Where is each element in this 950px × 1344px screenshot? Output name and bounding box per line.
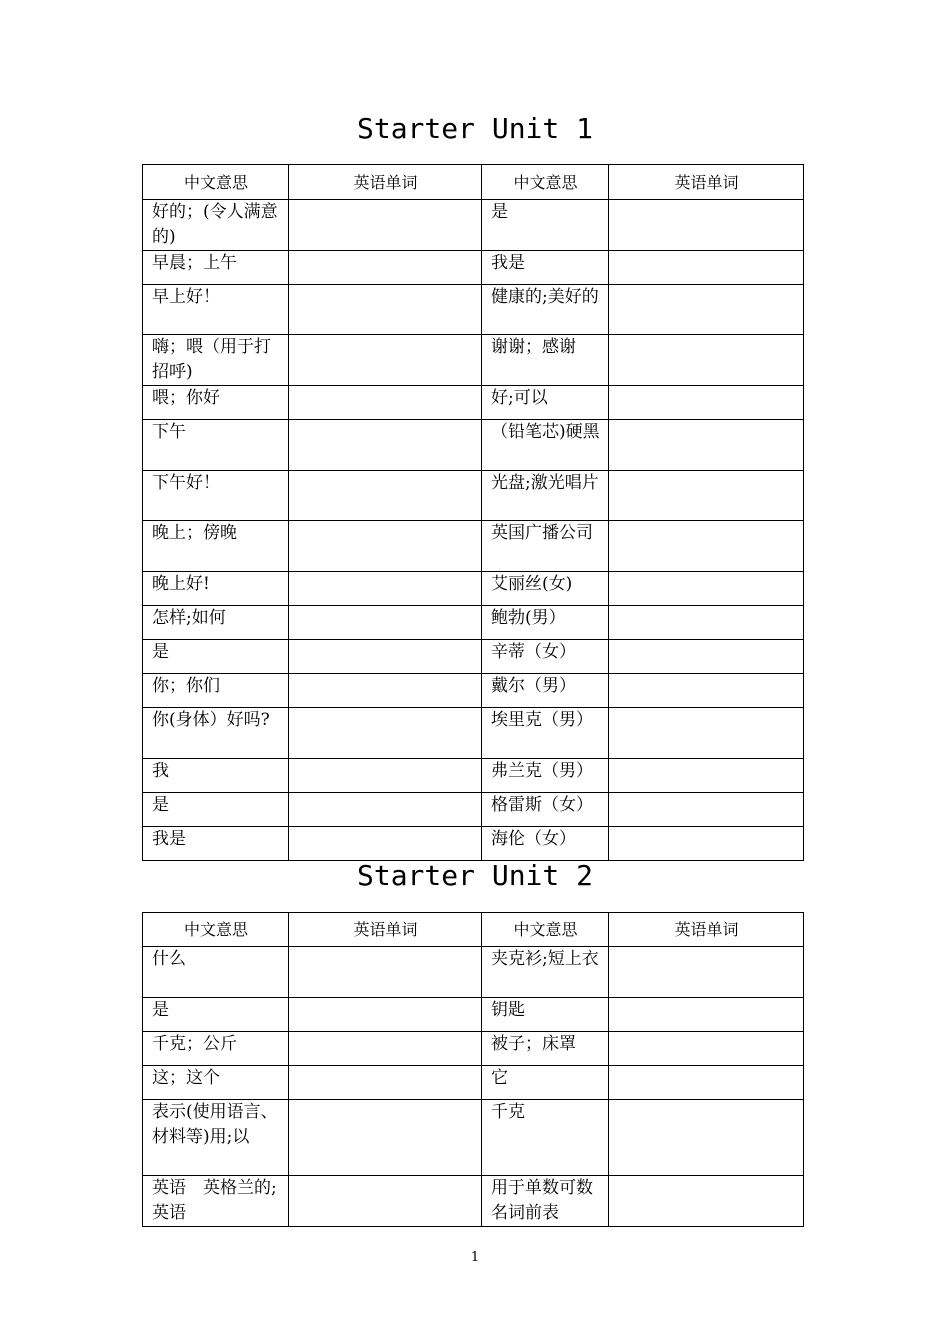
header-english-word: 英语单词 (289, 165, 482, 200)
chinese-cell: 好的；(令人满意的) (143, 200, 289, 251)
english-answer-cell[interactable] (289, 708, 482, 759)
table-row (143, 827, 804, 861)
chinese-cell: 这；这个 (143, 1066, 289, 1100)
english-answer-cell[interactable] (609, 285, 804, 335)
table-row (143, 200, 804, 251)
chinese-cell: 你(身体）好吗? (143, 708, 289, 759)
table-row (143, 285, 804, 335)
chinese-cell: 艾丽丝(女) (482, 572, 609, 606)
english-answer-cell[interactable] (289, 1032, 482, 1066)
chinese-cell: 怎样;如何 (143, 606, 289, 640)
english-answer-cell[interactable] (289, 1176, 482, 1227)
header-english-word: 英语单词 (609, 165, 804, 200)
table-row (143, 1066, 804, 1100)
chinese-cell: 夹克衫;短上衣 (482, 947, 609, 998)
english-answer-cell[interactable] (609, 200, 804, 251)
english-answer-cell[interactable] (289, 251, 482, 285)
english-answer-cell[interactable] (289, 1066, 482, 1100)
english-answer-cell[interactable] (289, 759, 482, 793)
table-row (143, 640, 804, 674)
english-answer-cell[interactable] (289, 200, 482, 251)
english-answer-cell[interactable] (289, 998, 482, 1032)
chinese-cell: 戴尔（男） (482, 674, 609, 708)
english-answer-cell[interactable] (609, 1032, 804, 1066)
chinese-cell: 什么 (143, 947, 289, 998)
table-row (143, 708, 804, 759)
english-answer-cell[interactable] (609, 471, 804, 521)
chinese-cell: 是 (143, 640, 289, 674)
english-answer-cell[interactable] (289, 386, 482, 420)
english-answer-cell[interactable] (289, 640, 482, 674)
chinese-cell: 光盘;激光唱片 (482, 471, 609, 521)
table-row (143, 386, 804, 420)
chinese-cell: 我是 (143, 827, 289, 861)
table-row (143, 1100, 804, 1176)
table-header-row (143, 913, 804, 947)
chinese-cell: 谢谢；感谢 (482, 335, 609, 386)
english-answer-cell[interactable] (289, 827, 482, 861)
chinese-cell: 千克 (482, 1100, 609, 1176)
chinese-cell: 我是 (482, 251, 609, 285)
english-answer-cell[interactable] (289, 420, 482, 471)
chinese-cell: 晚上；傍晚 (143, 521, 289, 572)
english-answer-cell[interactable] (609, 335, 804, 386)
table-header-row (143, 165, 804, 200)
header-chinese-meaning: 中文意思 (482, 165, 609, 200)
table-row (143, 420, 804, 471)
unit-2-title: Starter Unit 2 (356, 859, 593, 892)
chinese-cell: 海伦（女） (482, 827, 609, 861)
header-english-word: 英语单词 (609, 913, 804, 947)
unit-1-vocab-table (142, 164, 804, 861)
english-answer-cell[interactable] (609, 998, 804, 1032)
chinese-cell: 用于单数可数名词前表 (482, 1176, 609, 1227)
chinese-cell: 它 (482, 1066, 609, 1100)
english-answer-cell[interactable] (609, 827, 804, 861)
english-answer-cell[interactable] (609, 640, 804, 674)
chinese-cell: 千克；公斤 (143, 1032, 289, 1066)
english-answer-cell[interactable] (609, 606, 804, 640)
english-answer-cell[interactable] (609, 793, 804, 827)
english-answer-cell[interactable] (289, 606, 482, 640)
chinese-cell: 好;可以 (482, 386, 609, 420)
header-chinese-meaning: 中文意思 (143, 165, 289, 200)
page-number: 1 (470, 1250, 480, 1265)
english-answer-cell[interactable] (609, 947, 804, 998)
chinese-cell: 表示(使用语言、材料等)用;以 (143, 1100, 289, 1176)
english-answer-cell[interactable] (289, 947, 482, 998)
table-row (143, 251, 804, 285)
chinese-cell: 埃里克（男） (482, 708, 609, 759)
english-answer-cell[interactable] (609, 386, 804, 420)
chinese-cell: 下午好！ (143, 471, 289, 521)
chinese-cell: 嗨；喂（用于打招呼) (143, 335, 289, 386)
header-chinese-meaning: 中文意思 (482, 913, 609, 947)
chinese-cell: 是 (143, 998, 289, 1032)
table-row (143, 947, 804, 998)
chinese-cell: 鲍勃(男） (482, 606, 609, 640)
english-answer-cell[interactable] (609, 251, 804, 285)
chinese-cell: 下午 (143, 420, 289, 471)
chinese-cell: 被子；床罩 (482, 1032, 609, 1066)
chinese-cell: 是 (143, 793, 289, 827)
table-row (143, 521, 804, 572)
chinese-cell: 弗兰克（男） (482, 759, 609, 793)
table-row (143, 335, 804, 386)
chinese-cell: 钥匙 (482, 998, 609, 1032)
chinese-cell: 格雷斯（女） (482, 793, 609, 827)
english-answer-cell[interactable] (609, 1066, 804, 1100)
table-row (143, 1032, 804, 1066)
header-english-word: 英语单词 (289, 913, 482, 947)
english-answer-cell[interactable] (289, 521, 482, 572)
chinese-cell: 健康的;美好的 (482, 285, 609, 335)
chinese-cell: 英国广播公司 (482, 521, 609, 572)
chinese-cell: 英语 英格兰的;英语 (143, 1176, 289, 1227)
english-answer-cell[interactable] (609, 674, 804, 708)
chinese-cell: 辛蒂（女） (482, 640, 609, 674)
table-row (143, 1176, 804, 1227)
english-answer-cell[interactable] (609, 1176, 804, 1227)
unit-2-vocab-table (142, 912, 804, 1227)
english-answer-cell[interactable] (609, 759, 804, 793)
table-row (143, 606, 804, 640)
english-answer-cell[interactable] (609, 521, 804, 572)
english-answer-cell[interactable] (289, 285, 482, 335)
chinese-cell: 喂；你好 (143, 386, 289, 420)
english-answer-cell[interactable] (289, 335, 482, 386)
chinese-cell: 你；你们 (143, 674, 289, 708)
english-answer-cell[interactable] (289, 793, 482, 827)
table-row (143, 572, 804, 606)
english-answer-cell[interactable] (609, 708, 804, 759)
chinese-cell: 早上好！ (143, 285, 289, 335)
english-answer-cell[interactable] (289, 674, 482, 708)
chinese-cell: 是 (482, 200, 609, 251)
english-answer-cell[interactable] (289, 471, 482, 521)
table-row (143, 471, 804, 521)
header-chinese-meaning: 中文意思 (143, 913, 289, 947)
table-row (143, 998, 804, 1032)
chinese-cell: 晚上好! (143, 572, 289, 606)
english-answer-cell[interactable] (289, 1100, 482, 1176)
chinese-cell: （铅笔芯)硬黑 (482, 420, 609, 471)
table-row (143, 759, 804, 793)
table-row (143, 793, 804, 827)
english-answer-cell[interactable] (289, 572, 482, 606)
chinese-cell: 早晨；上午 (143, 251, 289, 285)
table-row (143, 674, 804, 708)
english-answer-cell[interactable] (609, 420, 804, 471)
english-answer-cell[interactable] (609, 1100, 804, 1176)
chinese-cell: 我 (143, 759, 289, 793)
english-answer-cell[interactable] (609, 572, 804, 606)
unit-1-title: Starter Unit 1 (356, 112, 593, 145)
